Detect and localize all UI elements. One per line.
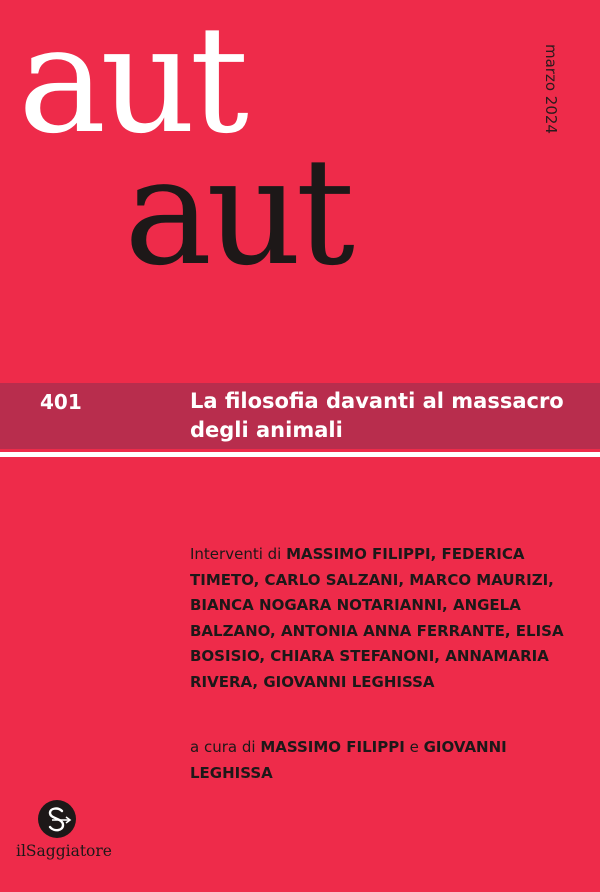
publisher-name: ilSaggiatore [16, 842, 112, 860]
editor-name-2: GIOVANNI LEGHISSA [190, 738, 507, 782]
divider-line [0, 452, 600, 457]
issue-number: 401 [40, 390, 82, 414]
contributors-prefix: Interventi di [190, 545, 282, 563]
editors-conjunction: e [409, 738, 419, 756]
editors-prefix: a cura di [190, 738, 256, 756]
contributors-names: MASSIMO FILIPPI, FEDERICA TIMETO, CARLO SALZANI, MARCO MAURIZI, BIANCA NOGARA NOTARIANNI, ANGELA BALZANO, ANTONIA ANNA FERRANTE, ELISA BOSISIO, CHIARA STEFANONI, ANNAMARIA RIVERA, GIOVANNI LEGHISSA [190, 545, 564, 691]
masthead-line-1: aut [18, 0, 244, 166]
masthead-line-2: aut [124, 126, 350, 298]
issue-date: marzo 2024 [542, 44, 560, 134]
saggiatore-s-logo-icon [38, 800, 76, 838]
editor-name-1: MASSIMO FILIPPI [260, 738, 405, 756]
editors-block [190, 735, 585, 786]
issue-title: La filosofia davanti al massacro degli animali [190, 389, 564, 442]
contributors-block [190, 542, 585, 695]
